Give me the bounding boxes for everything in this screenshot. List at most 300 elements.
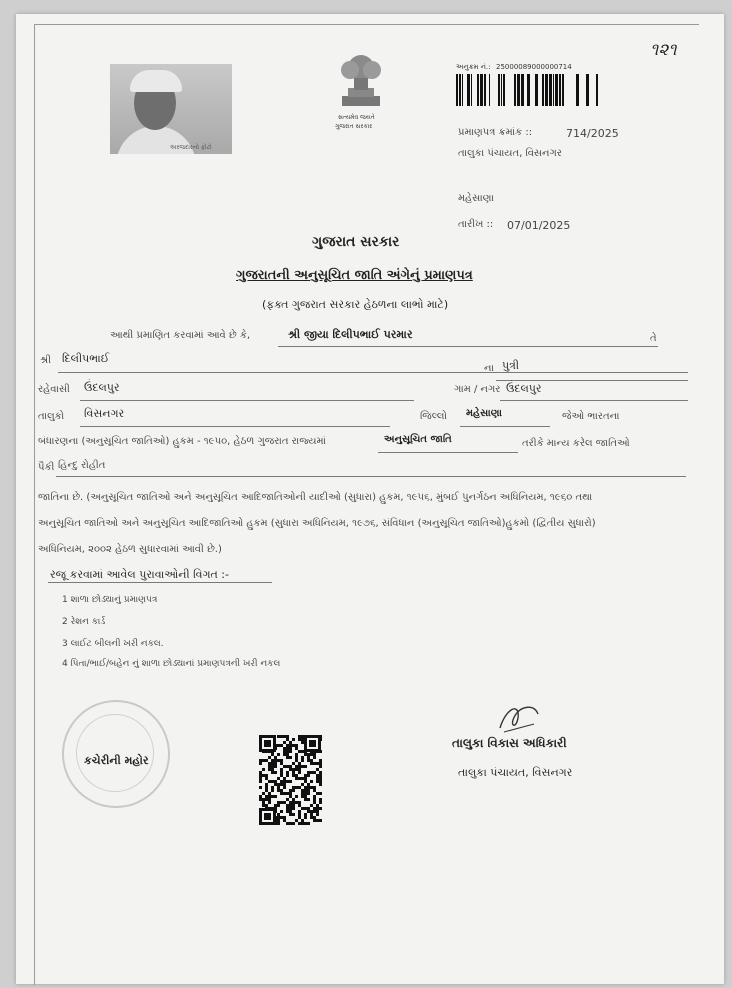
qr-module	[295, 744, 298, 747]
qr-module	[265, 786, 268, 789]
qr-module	[259, 777, 262, 780]
qr-module	[286, 771, 289, 774]
barcode-bar	[555, 74, 558, 106]
applicant-photo	[110, 64, 232, 154]
cert-no-label: પ્રમાણપત્ર ક્રમાંક ::	[458, 127, 533, 138]
qr-module	[319, 783, 322, 786]
qr-module	[283, 735, 286, 738]
qr-module	[271, 762, 274, 765]
qr-module	[289, 810, 292, 813]
qr-module	[283, 780, 286, 783]
qr-module	[313, 819, 316, 822]
qr-module	[301, 750, 304, 753]
qr-module	[292, 789, 295, 792]
qr-module	[286, 780, 289, 783]
qr-module	[307, 798, 310, 801]
qr-module	[283, 747, 286, 750]
qr-module	[262, 798, 265, 801]
qr-module	[316, 774, 319, 777]
barcode-bar	[467, 74, 470, 106]
qr-module	[280, 792, 283, 795]
qr-module	[301, 756, 304, 759]
qr-module	[286, 774, 289, 777]
qr-module	[289, 807, 292, 810]
para-line-3: અધિનિયમ, ૨૦૦૨ હેઠળ સુધારવામાં આવી છે.)	[38, 544, 222, 555]
qr-module	[277, 822, 280, 825]
qr-module	[289, 813, 292, 816]
qr-module	[307, 771, 310, 774]
qr-module	[280, 783, 283, 786]
barcode-bar	[535, 74, 538, 106]
signature	[494, 700, 544, 740]
qr-module	[262, 774, 265, 777]
qr-module	[265, 798, 268, 801]
qr-module	[310, 759, 313, 762]
qr-module	[265, 759, 268, 762]
barcode-bar	[459, 74, 461, 106]
qr-module	[286, 738, 289, 741]
qr-module	[310, 786, 313, 789]
qr-module	[277, 816, 280, 819]
qr-module	[289, 747, 292, 750]
qr-module	[283, 750, 286, 753]
qr-module	[262, 759, 265, 762]
qr-module	[286, 750, 289, 753]
qr-module	[295, 765, 298, 768]
qr-module	[307, 807, 310, 810]
qr-code	[258, 734, 322, 826]
qr-module	[313, 786, 316, 789]
qr-module	[274, 762, 277, 765]
document-item-2: 2 રેશન કાર્ડ	[62, 617, 106, 627]
para-line-1: જાતિના છે. (અનુસૂચિત જાતિઓ અને અનુસૂચિત આદિજાતિઓની યાદીઓ (સુધારા) હુકમ, ૧૯૫૬, મુંબઈ પુનર્ગઠન અધિનિયમ, ૧૯૬૦ તથા	[38, 492, 593, 503]
qr-module	[280, 744, 283, 747]
qr-module	[283, 783, 286, 786]
qr-module	[274, 756, 277, 759]
qr-module	[259, 771, 262, 774]
qr-module	[289, 801, 292, 804]
qr-module	[295, 756, 298, 759]
qr-module	[304, 795, 307, 798]
emblem-caption-2: ગુજરાત સરકાર	[335, 123, 373, 130]
qr-module	[289, 792, 292, 795]
qr-module	[319, 801, 322, 804]
serial-label: અનુક્રમ નં.:	[456, 63, 491, 71]
qr-module	[268, 801, 271, 804]
category: અનુસૂચિત જાતિ	[384, 434, 452, 445]
qr-module	[286, 744, 289, 747]
te-label: તે	[650, 333, 657, 344]
qr-module	[301, 741, 304, 744]
relation: પુત્રી	[502, 359, 520, 372]
document-item-1: 1 શાળા છોડ્યાનું પ્રમાણપત્ર	[62, 595, 158, 605]
qr-module	[319, 771, 322, 774]
qr-module	[310, 804, 313, 807]
qr-module	[319, 780, 322, 783]
office-name: તાલુકા પંચાયત, વિસનગર	[458, 148, 562, 159]
officer-title: તાલુકા વિકાસ અધિકારી	[452, 736, 567, 750]
barcode-bar	[503, 74, 505, 106]
qr-module	[307, 759, 310, 762]
qr-module	[295, 777, 298, 780]
qr-module	[264, 813, 271, 820]
qr-module	[286, 822, 289, 825]
qr-module	[283, 765, 286, 768]
qr-module	[304, 807, 307, 810]
qr-module	[313, 753, 316, 756]
qr-module	[316, 813, 319, 816]
documents-heading: રજૂ કરવામાં આવેલ પુરાવાઓની વિગત :-	[50, 568, 229, 581]
qr-module	[289, 744, 292, 747]
qr-module	[280, 762, 283, 765]
qr-module	[298, 771, 301, 774]
barcode-bar	[456, 74, 458, 106]
village-label: ગામ / નગર	[454, 384, 501, 395]
qr-module	[316, 777, 319, 780]
qr-module	[309, 740, 316, 747]
qr-module	[304, 753, 307, 756]
qr-module	[316, 780, 319, 783]
qr-module	[298, 765, 301, 768]
qr-module	[310, 753, 313, 756]
qr-module	[298, 810, 301, 813]
qr-module	[265, 795, 268, 798]
taluka-label: તાલુકો	[38, 411, 65, 422]
taluka: વિસનગર	[84, 407, 125, 420]
photo-caption: અરજદારનો ફોટો	[170, 144, 212, 151]
qr-module	[259, 786, 262, 789]
qr-module	[274, 771, 277, 774]
qr-module	[292, 762, 295, 765]
qr-module	[292, 738, 295, 741]
district: મહેસાણા	[466, 408, 502, 419]
document-item-3: 3 લાઈટ બીલની ખરી નકલ.	[62, 639, 164, 649]
barcode	[456, 74, 604, 106]
qr-module	[298, 777, 301, 780]
qr-module	[283, 777, 286, 780]
qr-module	[301, 792, 304, 795]
date: 07/01/2025	[507, 219, 571, 232]
qr-module	[310, 762, 313, 765]
qr-module	[298, 801, 301, 804]
qr-module	[301, 759, 304, 762]
govt-title: ગુજરાત સરકાર	[312, 234, 400, 250]
barcode-bar	[576, 74, 579, 106]
qr-module	[295, 774, 298, 777]
qr-module	[265, 789, 268, 792]
qr-module	[295, 759, 298, 762]
barcode-bar	[527, 74, 530, 106]
qr-module	[316, 762, 319, 765]
resident-label: રહેવાસી	[38, 384, 70, 395]
qr-module	[292, 771, 295, 774]
qr-module	[304, 822, 307, 825]
applicant-name: શ્રી જીયા દિલીપભાઈ પરમાર	[288, 328, 413, 341]
qr-module	[310, 816, 313, 819]
qr-module	[313, 798, 316, 801]
qr-module	[264, 740, 271, 747]
qr-module	[298, 735, 301, 738]
qr-module	[316, 792, 319, 795]
qr-module	[277, 735, 280, 738]
qr-module	[310, 813, 313, 816]
barcode-bar	[501, 74, 502, 106]
qr-module	[283, 801, 286, 804]
qr-module	[265, 804, 268, 807]
qr-module	[274, 780, 277, 783]
qr-module	[319, 807, 322, 810]
qr-module	[301, 777, 304, 780]
qr-module	[277, 753, 280, 756]
qr-module	[295, 747, 298, 750]
barcode-bar	[562, 74, 564, 106]
qr-module	[277, 744, 280, 747]
qr-module	[301, 765, 304, 768]
qr-module	[280, 816, 283, 819]
qr-module	[298, 738, 301, 741]
barcode-bar	[596, 74, 598, 106]
qr-module	[271, 789, 274, 792]
qr-module	[280, 780, 283, 783]
qr-module	[298, 762, 301, 765]
district-label: જિલ્લો	[420, 411, 447, 422]
qr-module	[271, 771, 274, 774]
qr-module	[265, 777, 268, 780]
page-border	[34, 24, 699, 985]
qr-module	[280, 735, 283, 738]
qr-module	[301, 807, 304, 810]
qr-module	[265, 783, 268, 786]
qr-module	[277, 786, 280, 789]
qr-module	[283, 816, 286, 819]
qr-module	[292, 822, 295, 825]
qr-module	[304, 777, 307, 780]
qr-module	[307, 822, 310, 825]
qr-module	[268, 780, 271, 783]
qr-module	[283, 753, 286, 756]
qr-module	[316, 819, 319, 822]
barcode-bar	[542, 74, 544, 106]
qr-module	[280, 774, 283, 777]
qr-module	[268, 795, 271, 798]
qr-module	[292, 813, 295, 816]
qr-module	[313, 816, 316, 819]
qr-module	[319, 774, 322, 777]
qr-module	[301, 735, 304, 738]
qr-module	[292, 804, 295, 807]
na-label: ના	[484, 363, 494, 374]
qr-module	[295, 786, 298, 789]
qr-module	[277, 777, 280, 780]
qr-module	[319, 759, 322, 762]
qr-module	[316, 768, 319, 771]
qr-module	[319, 777, 322, 780]
qr-module	[286, 807, 289, 810]
date-label: તારીખ ::	[458, 219, 494, 230]
qr-module	[280, 810, 283, 813]
qr-module	[304, 786, 307, 789]
qr-module	[307, 753, 310, 756]
qr-module	[271, 753, 274, 756]
emblem-caption-1: સત્યમેવ જયતે	[338, 114, 375, 121]
qr-module	[304, 765, 307, 768]
seal-label: કચેરીની મહોર	[84, 754, 149, 767]
qr-module	[259, 759, 262, 762]
qr-module	[286, 747, 289, 750]
qr-module	[313, 756, 316, 759]
qr-module	[319, 819, 322, 822]
qr-module	[295, 768, 298, 771]
qr-module	[280, 789, 283, 792]
qr-module	[304, 816, 307, 819]
qr-module	[295, 795, 298, 798]
qr-module	[268, 756, 271, 759]
qr-module	[310, 771, 313, 774]
qr-module	[259, 780, 262, 783]
qr-module	[271, 768, 274, 771]
qr-module	[268, 765, 271, 768]
qr-module	[286, 735, 289, 738]
barcode-bar	[484, 74, 486, 106]
qr-module	[298, 813, 301, 816]
qr-module	[304, 792, 307, 795]
qr-module	[307, 783, 310, 786]
qr-module	[283, 792, 286, 795]
qr-module	[277, 759, 280, 762]
qr-module	[292, 786, 295, 789]
qr-module	[268, 768, 271, 771]
qr-module	[304, 774, 307, 777]
district-header: મહેસાણા	[458, 193, 494, 204]
qr-module	[292, 768, 295, 771]
qr-module	[304, 789, 307, 792]
document-item-4: 4 પિતા/ભાઈ/બહેન નું શાળા છોડ્યાનાં પ્રમાણપત્રની ખરી નકલ	[62, 659, 281, 669]
qr-module	[283, 819, 286, 822]
qr-module	[271, 795, 274, 798]
barcode-bar	[498, 74, 500, 106]
qr-module	[283, 786, 286, 789]
qr-module	[262, 804, 265, 807]
qr-module	[313, 795, 316, 798]
qr-module	[286, 798, 289, 801]
qr-module	[277, 789, 280, 792]
qr-module	[295, 753, 298, 756]
qr-module	[307, 789, 310, 792]
shri-label: શ્રી	[40, 355, 52, 366]
qr-module	[295, 819, 298, 822]
qr-module	[307, 786, 310, 789]
qr-module	[274, 759, 277, 762]
qr-module	[286, 753, 289, 756]
order-text: બંધારણના (અનુસૂચિત જાતિઓ) હુકમ - ૧૯૫૦, હેઠળ ગુજરાત રાજ્યમાં	[38, 436, 326, 447]
qr-module	[298, 786, 301, 789]
qr-module	[307, 774, 310, 777]
qr-module	[316, 807, 319, 810]
qr-module	[289, 750, 292, 753]
qr-module	[289, 756, 292, 759]
qr-module	[289, 768, 292, 771]
qr-module	[268, 798, 271, 801]
qr-module	[301, 789, 304, 792]
barcode-bar	[545, 74, 548, 106]
qr-module	[277, 783, 280, 786]
qr-module	[277, 801, 280, 804]
qr-module	[268, 792, 271, 795]
qr-module	[304, 780, 307, 783]
qr-module	[280, 759, 283, 762]
qr-module	[262, 801, 265, 804]
qr-module	[313, 789, 316, 792]
qr-module	[286, 756, 289, 759]
qr-module	[280, 801, 283, 804]
village: ઉંદલપુર	[506, 382, 542, 395]
qr-module	[304, 798, 307, 801]
qr-module	[292, 801, 295, 804]
qr-module	[319, 762, 322, 765]
qr-module	[271, 765, 274, 768]
serial-number: 25000089000000714	[496, 63, 572, 71]
qr-module	[259, 774, 262, 777]
resident: ઉંદલપુર	[84, 381, 120, 394]
qr-module	[262, 792, 265, 795]
qr-module	[289, 795, 292, 798]
qr-module	[304, 813, 307, 816]
intro-text: આથી પ્રમાણિત કરવામાં આવે છે કે,	[110, 330, 251, 341]
qr-module	[274, 783, 277, 786]
qr-module	[319, 792, 322, 795]
qr-module	[307, 756, 310, 759]
qr-module	[271, 780, 274, 783]
qr-module	[313, 801, 316, 804]
qr-module	[313, 771, 316, 774]
qr-module	[289, 780, 292, 783]
qr-module	[292, 744, 295, 747]
qr-module	[307, 792, 310, 795]
qr-module	[268, 762, 271, 765]
qr-module	[295, 801, 298, 804]
qr-module	[313, 807, 316, 810]
qr-module	[289, 765, 292, 768]
qr-module	[301, 822, 304, 825]
caste-prefix: પૈકી	[38, 462, 55, 473]
qr-module	[298, 750, 301, 753]
qr-module	[292, 774, 295, 777]
qr-module	[298, 768, 301, 771]
qr-module	[289, 822, 292, 825]
barcode-bar	[549, 74, 552, 106]
qr-module	[316, 804, 319, 807]
officer-office: તાલુકા પંચાયત, વિસનગર	[458, 766, 573, 779]
caste: હિન્દુ રોહીત	[58, 460, 106, 471]
qr-module	[298, 822, 301, 825]
qr-module	[265, 774, 268, 777]
barcode-bar	[586, 74, 589, 106]
qr-module	[259, 798, 262, 801]
india-text: જેઓ ભારતના	[562, 411, 620, 422]
barcode-bar	[471, 74, 472, 106]
certificate-subtitle: (ફક્ત ગુજરાત સરકાર હેઠળના લાભો માટે)	[262, 298, 449, 311]
qr-module	[271, 786, 274, 789]
para-line-2: અનુસૂચિત જાતિઓ અને અનુસૂચિત આદિજાતિઓ હુકમ (સુધારા અધિનિયમ, ૧૯૭૬, સંવિધાન (અનુસૂચિત જાતિઓ)હુકમો (દ્વિતીય સુધારો)	[38, 518, 596, 529]
qr-module	[301, 795, 304, 798]
qr-module	[319, 798, 322, 801]
barcode-bar	[559, 74, 561, 106]
barcode-bar	[477, 74, 479, 106]
qr-module	[286, 792, 289, 795]
qr-module	[286, 804, 289, 807]
qr-module	[319, 765, 322, 768]
qr-module	[289, 741, 292, 744]
